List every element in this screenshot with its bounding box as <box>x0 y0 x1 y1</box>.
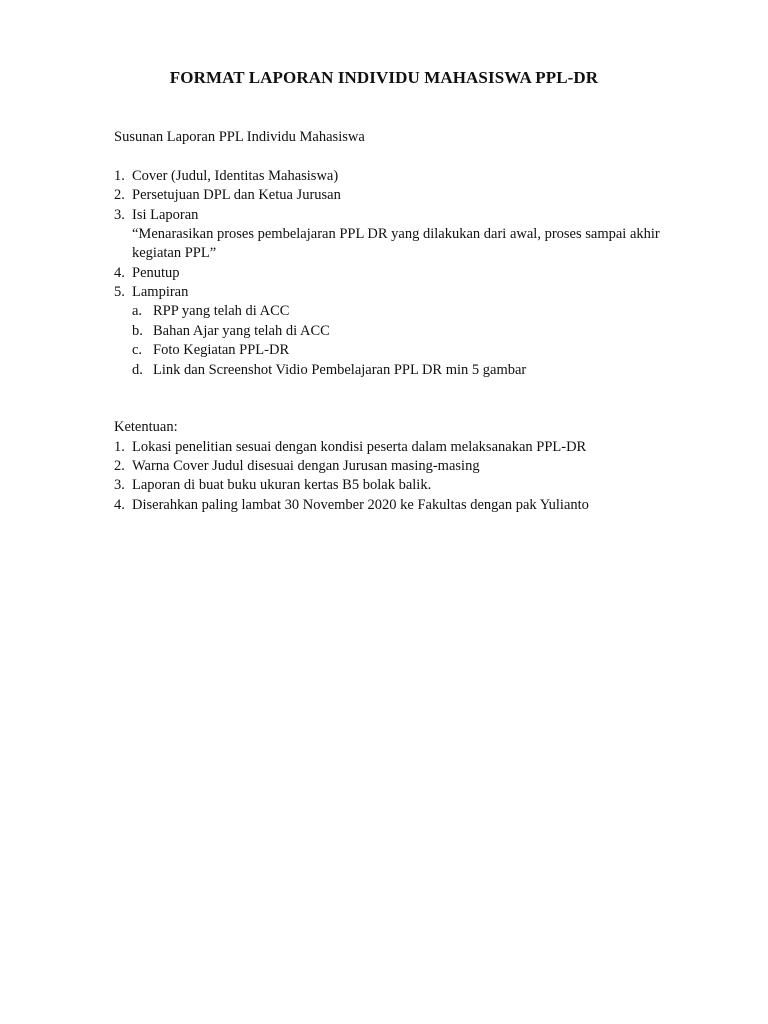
attachment-letter: d. <box>132 361 143 378</box>
structure-item-attachments: Lampiran <box>132 284 189 300</box>
structure-item-number: 3. <box>114 206 125 223</box>
intro-text: Susunan Laporan PPL Individu Mahasiswa <box>114 129 365 145</box>
provision-number: 3. <box>114 477 125 493</box>
provision-item: Diserahkan paling lambat 30 November 2020 ke Fakultas dengan pak Yulianto <box>132 496 589 513</box>
structure-item-approval: Persetujuan DPL dan Ketua Jurusan <box>132 187 341 203</box>
provision-number: 2. <box>114 458 125 474</box>
attachment-item: Bahan Ajar yang telah di ACC <box>153 322 330 339</box>
provision-item: Warna Cover Judul disesuai dengan Jurusan masing-masing <box>132 458 480 474</box>
attachment-letter: c. <box>132 342 143 358</box>
provisions-heading: Ketentuan: <box>114 419 178 435</box>
structure-item-number: 5. <box>114 284 125 300</box>
attachment-letter: a. <box>132 303 143 319</box>
attachment-item: RPP yang telah di ACC <box>153 303 290 319</box>
provision-item: Lokasi penelitian sesuai dengan kondisi peserta dalam melaksanakan PPL-DR <box>132 438 587 455</box>
structure-item-number: 4. <box>114 264 125 281</box>
report-content-description-cont: kegiatan PPL” <box>132 245 217 261</box>
structure-item-cover: Cover (Judul, Identitas Mahasiswa) <box>132 168 339 184</box>
report-content-description: “Menarasikan proses pembelajaran PPL DR yang dilakukan dari awal, proses sampai akhir <box>132 226 660 242</box>
structure-item-report-content: Isi Laporan <box>132 206 199 223</box>
provision-number: 1. <box>114 438 125 455</box>
structure-item-number: 2. <box>114 187 125 203</box>
attachment-item: Link dan Screenshot Vidio Pembelajaran PPL DR min 5 gambar <box>153 361 527 378</box>
document-title: FORMAT LAPORAN INDIVIDU MAHASISWA PPL-DR <box>169 68 599 87</box>
attachment-item: Foto Kegiatan PPL-DR <box>153 342 290 358</box>
provision-number: 4. <box>114 496 125 513</box>
structure-item-number: 1. <box>114 168 125 184</box>
attachment-letter: b. <box>132 322 143 339</box>
provision-item: Laporan di buat buku ukuran kertas B5 bolak balik. <box>132 477 432 493</box>
structure-item-closing: Penutup <box>132 264 180 281</box>
